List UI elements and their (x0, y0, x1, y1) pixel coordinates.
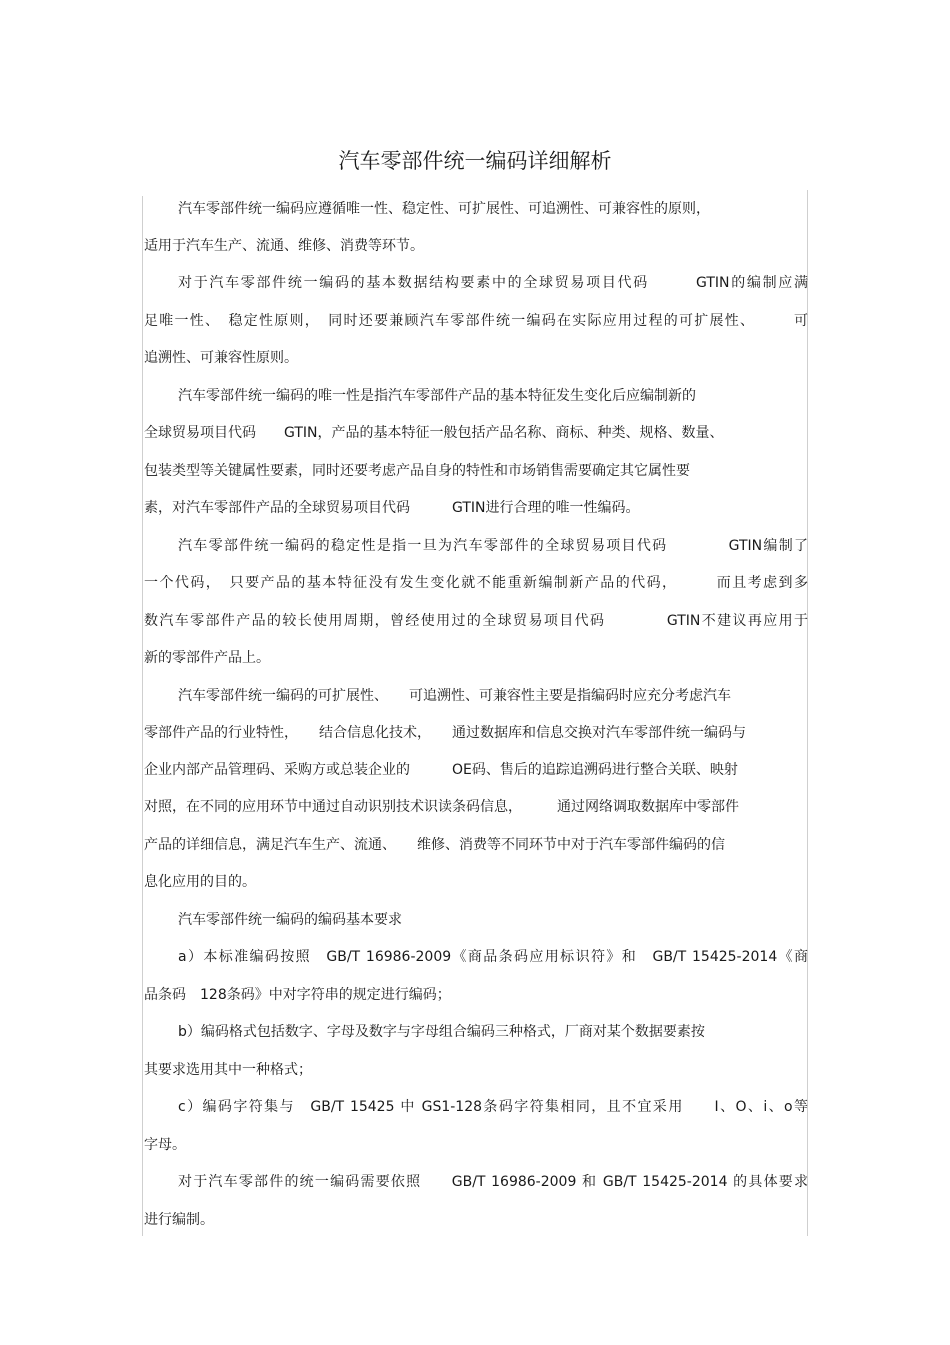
left-margin-rule (142, 196, 143, 1236)
body-text-line: 汽车零部件统一编码的可扩展性、 可追溯性、可兼容性主要是指编码时应充分考虑汽车 (178, 688, 731, 704)
body-text-line: 零部件产品的行业特性， 结合信息化技术， 通过数据库和信息交换对汽车零部件统一编码与 (144, 725, 746, 741)
body-text-line: 其要求选用其中一种格式； (144, 1062, 312, 1078)
body-text-line: 素，对汽车零部件产品的全球贸易项目代码 GTIN进行合理的唯一性编码。 (144, 500, 640, 516)
body-text-line: 包装类型等关键属性要素，同时还要考虑产品自身的特性和市场销售需要确定其它属性要 (144, 463, 690, 479)
body-text-line: 字母。 (144, 1137, 186, 1153)
body-text-line: 进行编制。 (144, 1212, 214, 1228)
body-text-line: 适用于汽车生产、流通、维修、消费等环节。 (144, 238, 424, 254)
body-text-line: 品条码 128条码》中对字符串的规定进行编码； (144, 987, 451, 1003)
body-text-line: 企业内部产品管理码、采购方或总装企业的 OE码、售后的追踪追溯码进行整合关联、映射 (144, 762, 738, 778)
body-text-line: 产品的详细信息，满足汽车生产、流通、 维修、消费等不同环节中对于汽车零部件编码的信 (144, 837, 725, 853)
body-text-line: a）本标准编码按照 GB/T 16986-2009《商品条码应用标识符》和 GB/T 15425-2014《商 (178, 949, 808, 965)
body-text-line: 息化应用的目的。 (144, 874, 256, 890)
body-text-line: b）编码格式包括数字、字母及数字与字母组合编码三种格式，厂商对某个数据要素按 (178, 1024, 705, 1040)
body-text-line: 汽车零部件统一编码的编码基本要求 (178, 912, 402, 928)
body-text-line: 汽车零部件统一编码应遵循唯一性、稳定性、可扩展性、可追溯性、可兼容性的原则， (178, 201, 710, 217)
body-text-line: 新的零部件产品上。 (144, 650, 270, 666)
body-text-line: 汽车零部件统一编码的稳定性是指一旦为汽车零部件的全球贸易项目代码 GTIN编制了 (178, 538, 808, 554)
body-text-line: 足唯一性、 稳定性原则， 同时还要兼顾汽车零部件统一编码在实际应用过程的可扩展性、 可 (144, 313, 808, 329)
body-text-line: 数汽车零部件产品的较长使用周期，曾经使用过的全球贸易项目代码 GTIN不建议再应用于 (144, 613, 808, 629)
body-text-line: 对于汽车零部件的统一编码需要依照 GB/T 16986-2009 和 GB/T 15425-2014 的具体要求 (178, 1174, 808, 1190)
body-text-line: 汽车零部件统一编码的唯一性是指汽车零部件产品的基本特征发生变化后应编制新的 (178, 388, 696, 404)
body-text-line: 对照，在不同的应用环节中通过自动识别技术识读条码信息， 通过网络调取数据库中零部件 (144, 799, 739, 815)
body-text-line: 对于汽车零部件统一编码的基本数据结构要素中的全球贸易项目代码 GTIN的编制应满 (178, 275, 808, 291)
body-text-line: 追溯性、可兼容性原则。 (144, 350, 298, 366)
body-text-line: c）编码字符集与 GB/T 15425 中 GS1-128条码字符集相同，且不宜采用 I、O、i、o等 (178, 1099, 808, 1115)
body-text-line: 全球贸易项目代码 GTIN，产品的基本特征一般包括产品名称、商标、种类、规格、数量、 (144, 425, 724, 441)
document-title: 汽车零部件统一编码详细解析 (338, 149, 612, 173)
body-text-line: 一个代码， 只要产品的基本特征没有发生变化就不能重新编制新产品的代码， 而且考虑到多 (144, 575, 808, 591)
